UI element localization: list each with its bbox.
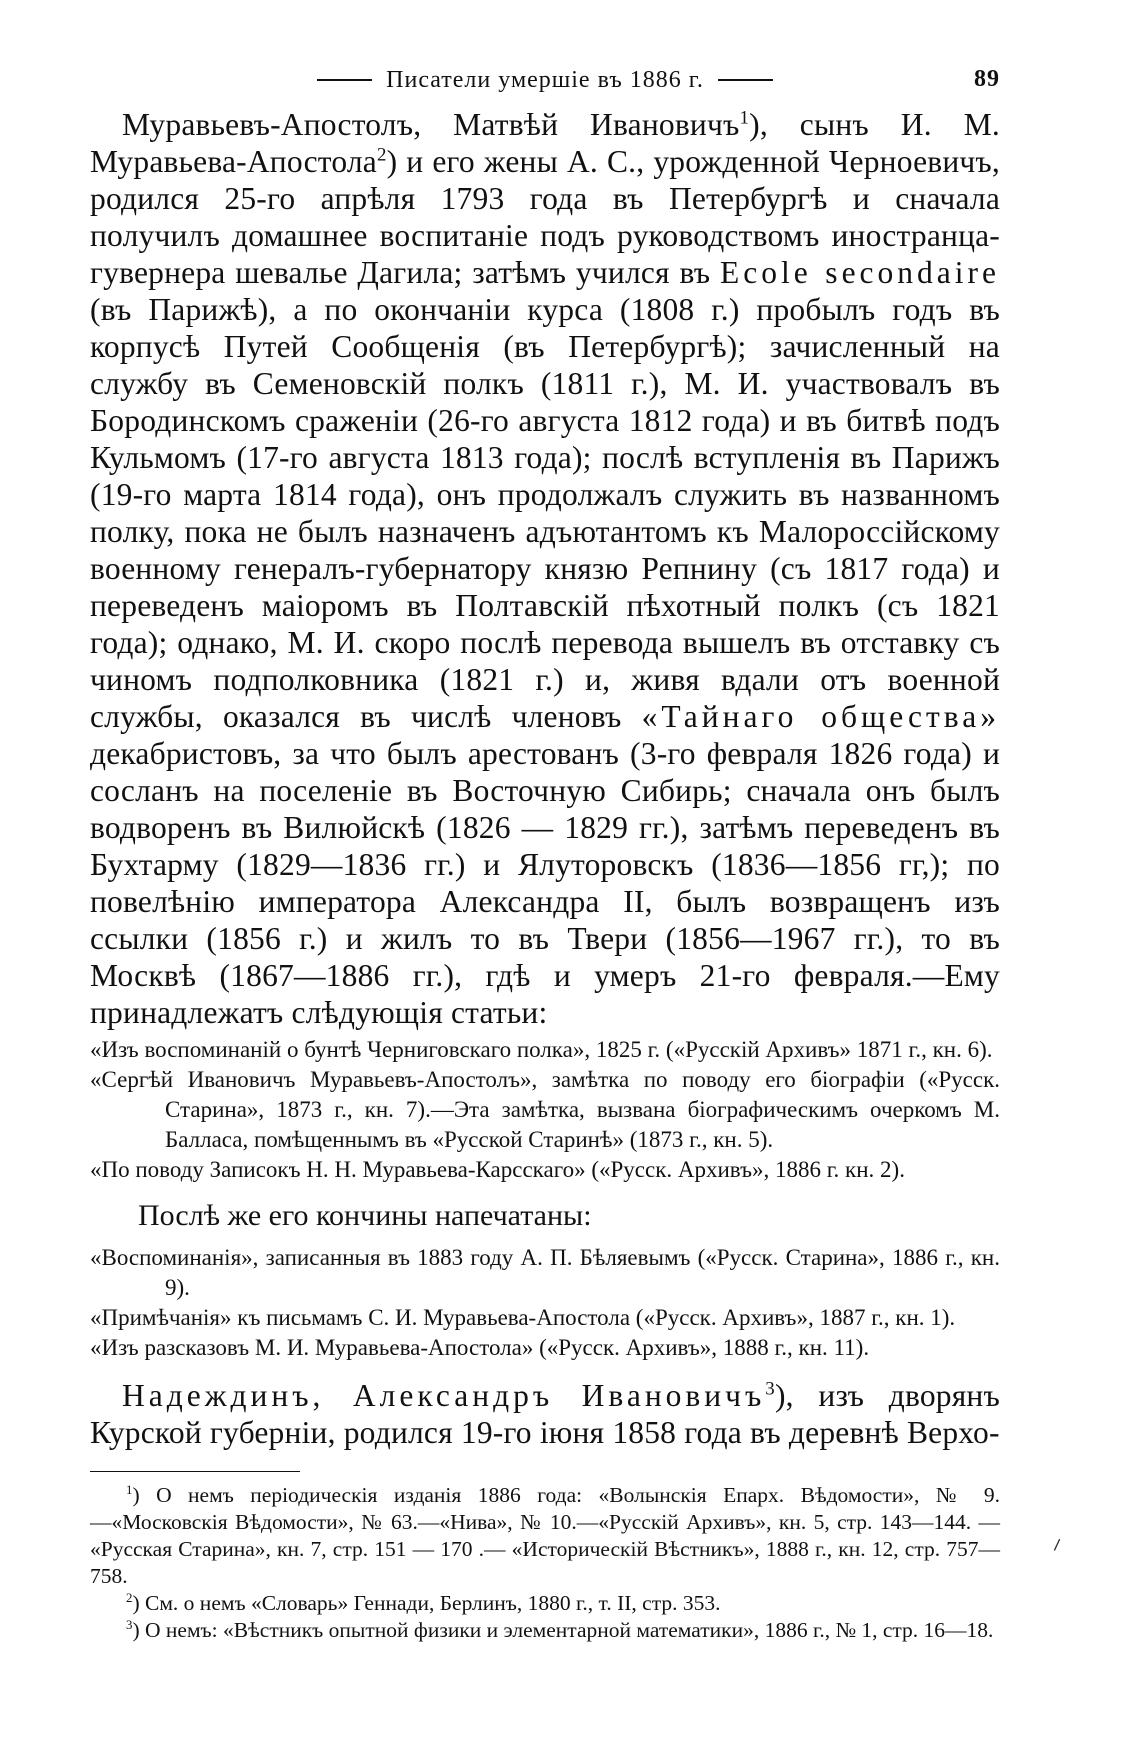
entry-text: ), изъ дворянъ Курской губерніи, родился 19-го іюня 1858 года въ деревнѣ Верхо- — [90, 1378, 1000, 1450]
posthumous-item: «Примѣчанія» къ письмамъ С. И. Муравьева-Апостола («Русск. Архивъ», 1887 г., кн. 1). — [90, 1305, 956, 1330]
stray-mark: ⸝ — [1043, 1523, 1067, 1557]
footnote-mark: 1 — [126, 1482, 133, 1497]
posthumous-item: «Воспоминанія», записанныя въ 1883 году А. П. Бѣляевымъ («Русск. Старина», 1886 г., кн. 9). — [90, 1245, 1000, 1300]
running-title: Писатели умершіе въ 1886 г. — [386, 66, 704, 93]
entry-name: Муравьевъ-Апостолъ, Матвѣй Ивановичъ — [122, 107, 740, 142]
ecole-name: Ecole secondaire — [720, 255, 1000, 290]
footnotes — [90, 1482, 1000, 1644]
footnote-ref: 3 — [765, 1378, 775, 1400]
footnote-text: ) См. о немъ «Словарь» Геннади, Берлинъ, 1880 г., т. II, стр. 353. — [132, 1591, 721, 1615]
entry-text: декабристовъ, за что былъ арестованъ (3-го февраля 1826 года) и сосланъ на поселеніе въ Восточную Сибирь; сначала онъ былъ водворенъ въ Вилюйскѣ (1826 — 1829 гг.), затѣмъ переведенъ въ Бухтарму (1829—1836 гг.) и Ялуторовскъ (1836—1856 гг,); по повелѣнію императора Александра II, былъ возвращенъ изъ ссылки (1856 г.) и жилъ то въ Твери (1856—1967 гг.), то въ Москвѣ (1867—1886 гг.), гдѣ и умеръ 21-го февраля.—Ему принадлежатъ слѣдующія статьи: — [90, 736, 1000, 1030]
footnote-mark: 2 — [126, 1590, 133, 1605]
posthumous-item: «Изъ разсказовъ М. И. Муравьева-Апостола» («Русск. Архивъ», 1888 г., кн. 11). — [90, 1335, 870, 1360]
entry-muravyev — [90, 106, 1000, 1031]
footnote-mark: 3 — [126, 1617, 133, 1632]
entry-text: (въ Парижѣ), а по окончаніи курса (1808 г.) пробылъ годъ въ корпусѣ Путей Сообщенія (въ Петербургѣ); зачисленный на службу въ Семеновскій полкъ (1811 г.), М. И. участвовалъ въ Бородинскомъ сраженіи (26-го августа 1812 года) и въ битвѣ подъ Кульмомъ (17-го августа 1813 года); послѣ вступленія въ Парижъ (19-го марта 1814 года), онъ продолжалъ служить въ названномъ полку, пока не былъ назначенъ адъютантомъ къ Малороссійскому военному генералъ-губернатору князю Репнину (съ 1817 года) и переведенъ маіоромъ въ Полтавскій пѣхотный полкъ (съ 1821 года); однако, М. И. скоро послѣ перевода вышелъ въ отставку съ чиномъ подполковника (1821 г.) и, живя вдали отъ военной службы, оказался въ числѣ членовъ — [90, 292, 1000, 734]
footnote-text: ) О немъ періодическія изданія 1886 года: «Волынскія Епарх. Вѣдомости», № 9.—«Московскія Вѣдомости», № 63.—«Нива», № 10.—«Русскій Архивъ», кн. 5, стр. 143—144. — «Русская Старина», кн. 7, стр. 151 — 170 .— «Историческій Вѣстникъ», 1888 г., кн. 12, стр. 757—758. — [90, 1483, 1000, 1588]
page-number: 89 — [974, 66, 1000, 92]
works-list — [90, 1035, 1000, 1185]
entry-text: ) и его жены А. С., урожденной Черноевичъ, родился 25-го апрѣля 1793 года въ Петербургѣ и сначала получилъ домашнее воспитаніе подъ руководствомъ иностранца-гувернера шевалье Дагила; затѣмъ учился въ — [90, 144, 1000, 290]
work-item: «По поводу Записокъ Н. Н. Муравьева-Карсскаго» («Русск. Архивъ», 1886 г. кн. 2). — [90, 1157, 905, 1182]
footnote — [90, 1482, 1000, 1590]
footnote — [90, 1617, 1000, 1644]
work-item: «Изъ воспоминаній о бунтѣ Черниговскаго полка», 1825 г. («Русскій Архивъ» 1871 г., кн. 6). — [90, 1037, 993, 1062]
main-text-2 — [90, 1377, 1000, 1451]
footnote-rule — [90, 1471, 300, 1472]
main-text — [90, 106, 1000, 1031]
entry-name: Надеждинъ, Александръ Ивановичъ — [122, 1378, 766, 1413]
work-item: «Сергѣй Ивановичъ Муравьевъ-Апостолъ», замѣтка по поводу его біографіи («Русск. Старина», 1873 г., кн. 7).—Эта замѣтка, вызвана біографическимъ очеркомъ М. Балласа, помѣщеннымъ въ «Русской Старинѣ» (1873 г., кн. 5). — [90, 1067, 1000, 1152]
posthumous-heading: Послѣ же его кончины напечатаны: — [138, 1199, 592, 1232]
page — [90, 60, 1000, 1644]
footnote-ref: 1 — [739, 107, 750, 129]
footnote — [90, 1590, 1000, 1617]
running-head — [90, 60, 1000, 100]
footnote-text: ) О немъ: «Вѣстникъ опытной физики и элементарной математики», 1886 г., № 1, стр. 16—18. — [132, 1618, 994, 1642]
footnote-ref: 2 — [376, 144, 387, 166]
rule-right — [718, 79, 773, 81]
society-name: «Тайнаго общества» — [641, 699, 1000, 734]
entry-text: ), сынъ И. М. Муравьева-Апостола — [90, 107, 1000, 179]
entry-nadezhdin — [90, 1377, 1000, 1451]
rule-left — [317, 79, 372, 81]
posthumous-list — [90, 1243, 1000, 1363]
